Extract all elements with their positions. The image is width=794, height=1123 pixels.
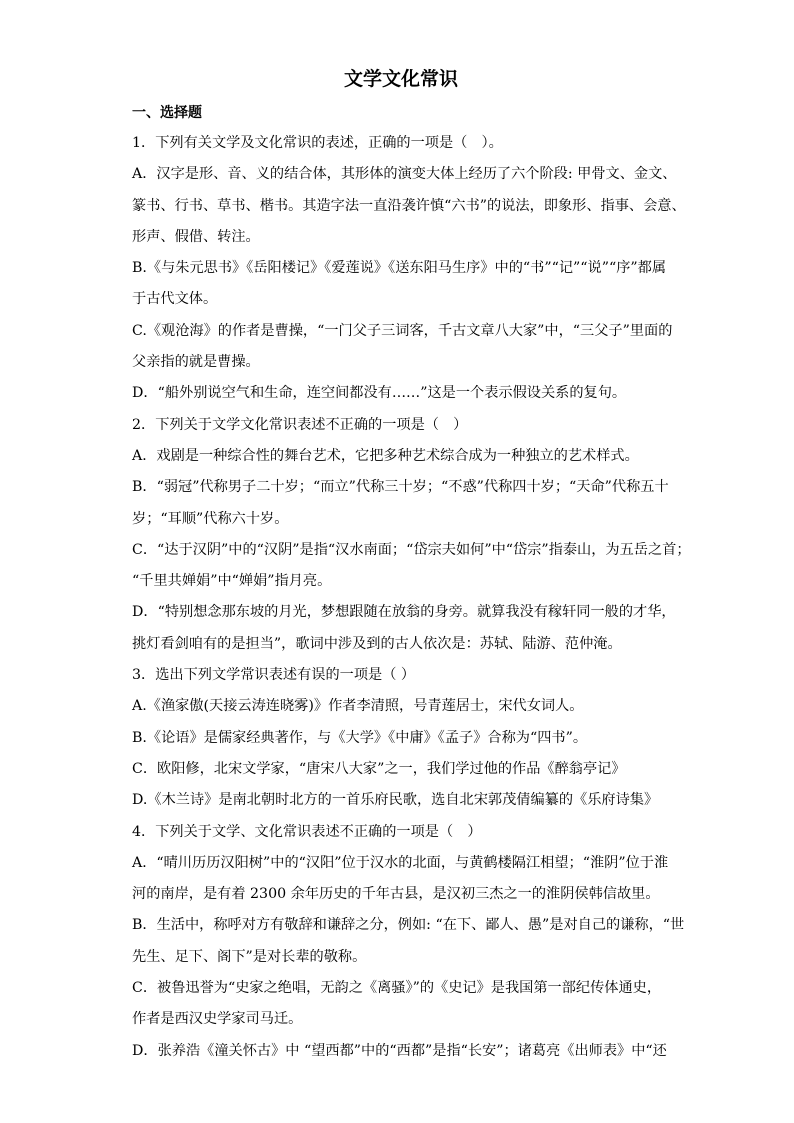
question-1-option-c-cont: 父亲指的就是曹操。 xyxy=(132,354,260,371)
question-1-option-b: B.《与朱元思书》《岳阳楼记》《爱莲说》《送东阳马生序》中的“书”“记”“说”“序”都属 xyxy=(132,260,667,277)
question-2-option-c-cont: “千里共婵娟”中“婵娟”指月亮。 xyxy=(132,573,332,590)
question-1-option-d: D．“船外别说空气和生命，连空间都没有……”这是一个表示假设关系的复句。 xyxy=(132,385,627,402)
question-4-option-c: C．被鲁迅誉为“史家之绝唱，无韵之《离骚》”的《史记》是我国第一部纪传体通史， xyxy=(132,980,662,997)
question-4-option-b-cont: 先生、足下、阁下”是对长辈的敬称。 xyxy=(132,948,367,965)
question-3-option-a: A.《渔家傲(天接云涛连晓雾)》作者李清照，号青莲居士，宋代女词人。 xyxy=(132,698,584,715)
question-2-option-b-cont: 岁；“耳顺”代称六十岁。 xyxy=(132,510,289,527)
question-3-stem: 3．选出下列文学常识表述有误的一项是（ ） xyxy=(132,667,416,684)
question-3-option-b: B.《论语》是儒家经典著作，与《大学》《中庸》《孟子》合称为“四书”。 xyxy=(132,729,588,746)
question-1-option-c: C.《观沧海》的作者是曹操，“一门父子三词客，千古文章八大家”中，“三父子”里面的 xyxy=(132,322,673,339)
question-4-option-a-cont: 河的南岸，是有着 2300 余年历史的千年古县，是汉初三杰之一的淮阴侯韩信故里。 xyxy=(132,886,660,903)
question-1-option-b-cont: 于古代文体。 xyxy=(132,291,218,308)
section-heading: 一、选择题 xyxy=(132,105,202,121)
question-2-option-d: D．“特别想念那东坡的月光，梦想跟随在放翁的身旁。就算我没有稼轩同一般的才华， xyxy=(132,604,676,621)
question-3-option-d: D.《木兰诗》是南北朝时北方的一首乐府民歌，选自北宋郭茂倩编纂的《乐府诗集》 xyxy=(132,792,659,809)
question-4-option-a: A．“晴川历历汉阳树”中的“汉阳”位于汉水的北面，与黄鹤楼隔江相望；“淮阴”位于淮 xyxy=(132,854,669,871)
question-4-stem: 4．下列关于文学、文化常识表述不正确的一项是（ ） xyxy=(132,823,482,840)
question-2-option-c: C．“达于汉阴”中的“汉阴”是指“汉水南面；“岱宗夫如何”中“岱宗”指泰山，为五岳之首； xyxy=(132,541,691,558)
question-4-option-d: D．张养浩《潼关怀古》中 “望西都”中的“西都”是指“长安”；诸葛亮《出师表》中“还 xyxy=(132,1042,667,1059)
question-1-stem: 1．下列有关文学及文化常识的表述，正确的一项是（ ）。 xyxy=(132,135,503,151)
document-title: 文学文化常识 xyxy=(343,68,458,90)
question-2-option-b: B．“弱冠”代称男子二十岁；“而立”代称三十岁；“不惑”代称四十岁；“天命”代称五十 xyxy=(132,479,669,496)
question-3-option-c: C．欧阳修，北宋文学家，“唐宋八大家”之一，我们学过他的作品《醉翁亭记》 xyxy=(132,760,626,777)
question-2-option-a: A．戏剧是一种综合性的舞台艺术，它把多种艺术综合成为一种独立的艺术样式。 xyxy=(132,447,639,464)
question-4-option-b: B．生活中，称呼对方有敬辞和谦辞之分，例如: “在下、鄙人、愚”是对自己的谦称，“世 xyxy=(132,917,685,934)
question-1-option-a-cont: 篆书、行书、草书、楷书。其造字法一直沿袭许慎“六书”的说法，即象形、指事、会意、 xyxy=(132,197,686,214)
question-1-option-a-cont: 形声、假借、转注。 xyxy=(132,228,260,245)
question-2-option-d-cont: 挑灯看剑咱有的是担当”，歌词中涉及到的古人依次是：苏轼、陆游、范仲淹。 xyxy=(132,635,622,652)
question-2-stem: 2．下列关于文学文化常识表述不正确的一项是（ ） xyxy=(132,416,468,433)
question-4-option-c-cont: 作者是西汉史学家司马迁。 xyxy=(132,1011,303,1028)
question-1-option-a: A．汉字是形、音、义的结合体，其形体的演变大体上经历了六个阶段: 甲骨文、金文、 xyxy=(132,166,677,183)
